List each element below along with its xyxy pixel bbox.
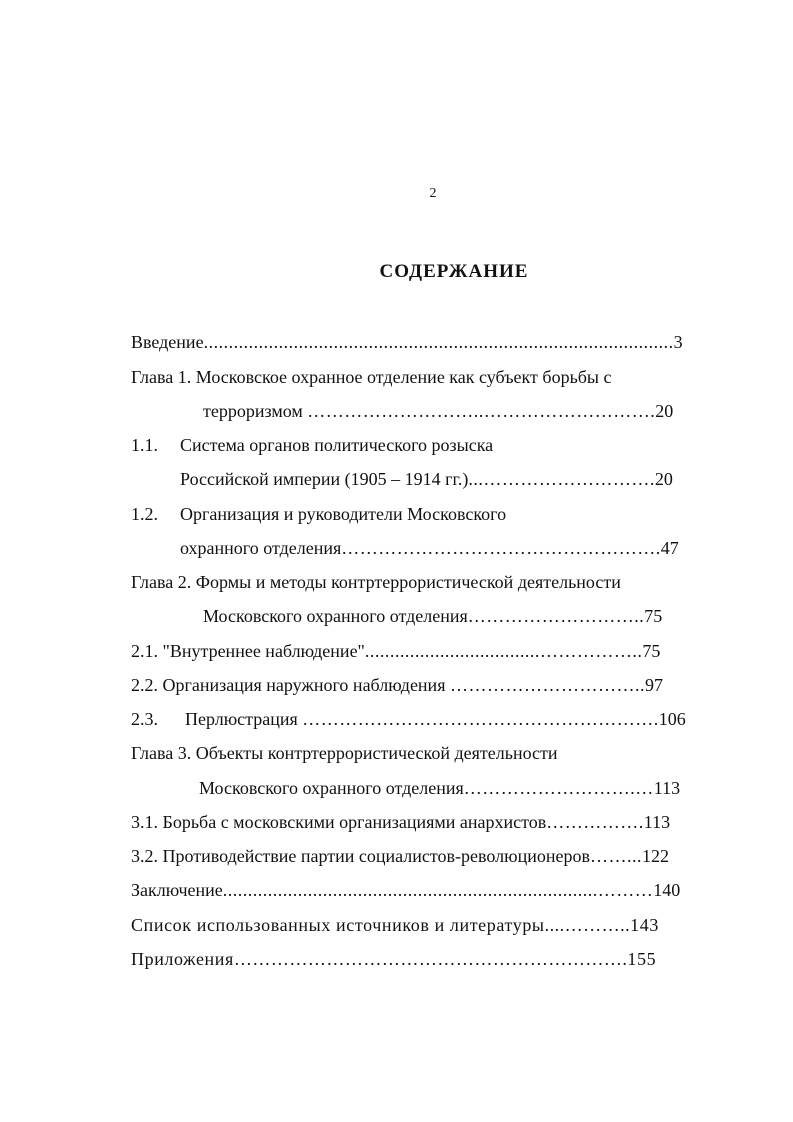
- toc-leader-dots: ……………………….…: [463, 778, 654, 798]
- toc-entry-section-2-1: [131, 640, 660, 662]
- toc-page-number: 75: [644, 606, 663, 626]
- toc-entry-section-1-2-continued: [180, 537, 679, 559]
- toc-entry-conclusion: [131, 879, 680, 901]
- toc-page-number: 47: [660, 538, 679, 558]
- toc-entry-appendices: [131, 948, 656, 970]
- toc-leader-dots: ...……………………….: [468, 469, 655, 489]
- toc-leader-dots: ...........................................................................………: [222, 880, 654, 900]
- toc-entry-section-1-1-continued: [180, 468, 673, 490]
- toc-section-number: 2.3.: [131, 709, 158, 729]
- toc-entry-section-3-2: [131, 845, 669, 867]
- toc-leader-dots: ……………………………………………………….: [233, 949, 628, 969]
- toc-entry-chapter-1-continued: [203, 400, 673, 422]
- toc-entry-introduction: [131, 331, 683, 353]
- toc-entry-text: Глава 2. Формы и методы контртеррористической деятельности: [131, 572, 621, 592]
- toc-entry-text: Московского охранного отделения: [203, 606, 468, 626]
- toc-entry-section-1-1: [131, 434, 493, 456]
- toc-leader-dots: …………….: [546, 812, 644, 832]
- toc-entry-section-3-1: [131, 811, 670, 833]
- toc-leader-dots: …………………………………………….: [341, 538, 661, 558]
- toc-entry-text: 3.2. Противодействие партии социалистов-революционеров: [131, 846, 590, 866]
- toc-entry-text: Система органов политического розыска: [180, 435, 494, 455]
- toc-entry-text: 2.1. "Внутреннее наблюдение": [131, 641, 365, 661]
- toc-page-number: 106: [658, 709, 686, 729]
- toc-page-number: 75: [642, 641, 661, 661]
- toc-entry-text: Перлюстрация: [185, 709, 303, 729]
- toc-entry-text: охранного отделения: [180, 538, 342, 558]
- toc-leader-dots: …………………………..: [449, 675, 645, 695]
- toc-entry-section-2-2: [131, 674, 663, 696]
- toc-leader-dots: ………………………..: [467, 606, 645, 626]
- toc-entry-text: Заключение: [131, 880, 223, 900]
- toc-entry-chapter-3: [131, 742, 558, 764]
- toc-section-number: 1.1.: [131, 435, 158, 455]
- toc-page-number: 113: [653, 778, 681, 798]
- toc-entry-chapter-1: [131, 366, 612, 388]
- toc-entry-text: Глава 3. Объекты контртеррористической деятельности: [131, 743, 558, 763]
- toc-entry-chapter-2: [131, 571, 621, 593]
- toc-page-number: 122: [641, 846, 669, 866]
- toc-section-number: 1.2.: [131, 504, 158, 524]
- toc-entry-section-2-3: [131, 708, 686, 730]
- toc-entry-bibliography: [131, 914, 659, 936]
- toc-leader-dots: ....………..: [544, 915, 631, 935]
- toc-leader-dots: ……...: [589, 846, 642, 866]
- toc-entry-text: Организация и руководители Московского: [180, 504, 507, 524]
- toc-leader-dots: ………………………………………………….: [302, 709, 659, 729]
- toc-page-number: 20: [654, 469, 673, 489]
- page-title: СОДЕРЖАНИЕ: [379, 261, 529, 282]
- toc-page-number: 97: [644, 675, 663, 695]
- toc-entry-text: Введение: [131, 332, 204, 352]
- toc-entry-section-1-2: [131, 503, 506, 525]
- toc-entry-text: 2.2. Организация наружного наблюдения: [131, 675, 450, 695]
- toc-entry-text: Приложения: [131, 949, 234, 969]
- toc-entry-chapter-2-continued: [203, 605, 662, 627]
- toc-page-number: 3: [673, 332, 683, 352]
- toc-entry-text: Московского охранного отделения: [199, 778, 464, 798]
- toc-entry-text: Глава 1. Московское охранное отделение как субъект борьбы с: [131, 367, 612, 387]
- page-number: 2: [429, 186, 437, 201]
- toc-entry-text: Российской империи (1905 – 1914 гг.): [180, 469, 469, 489]
- toc-entry-text: 3.1. Борьба с московскими организациями анархистов: [131, 812, 547, 832]
- toc-page-number: 155: [627, 949, 657, 969]
- toc-page-number: 140: [653, 880, 681, 900]
- toc-leader-dots: ...................................……………..: [364, 641, 643, 661]
- toc-entry-text: Список использованных источников и литературы: [131, 915, 545, 935]
- toc-entry-text: терроризмом: [203, 401, 308, 421]
- toc-page-number: 143: [630, 915, 659, 935]
- toc-leader-dots: ………………………..……………………….: [307, 401, 656, 421]
- toc-leader-dots: ..............................................................................................: [203, 332, 674, 352]
- toc-page-number: 113: [643, 812, 671, 832]
- toc-entry-chapter-3-continued: [199, 777, 680, 799]
- toc-page-number: 20: [655, 401, 674, 421]
